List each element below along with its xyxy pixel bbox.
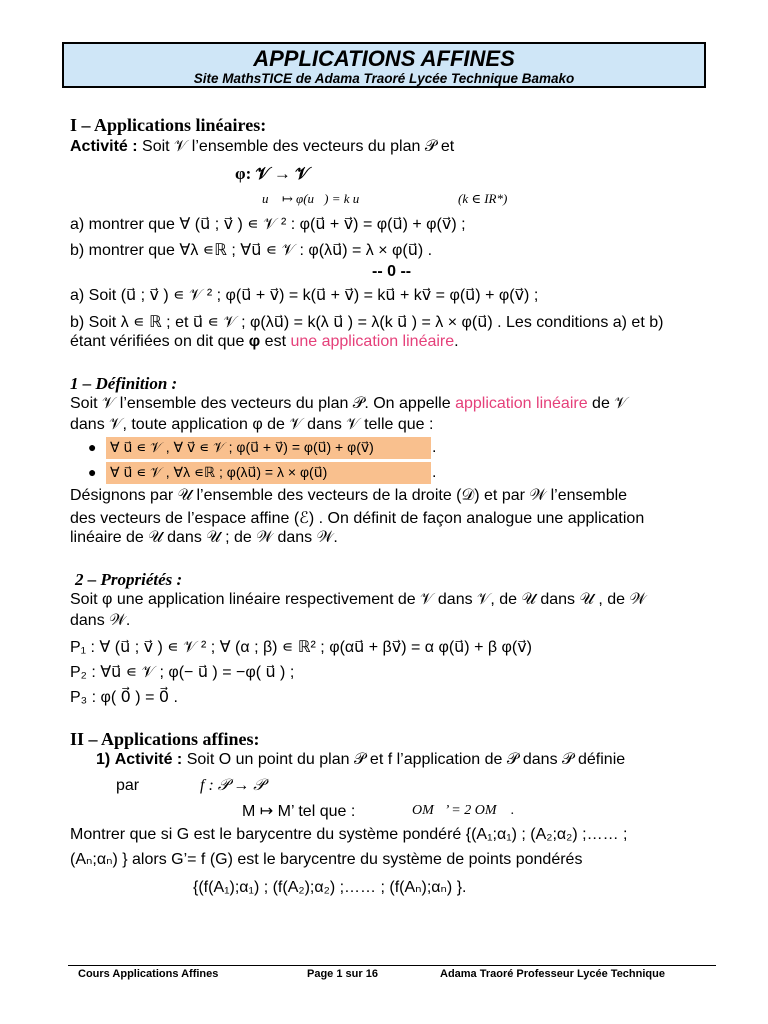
properties-line1: Soit φ une application linéaire respectivement de 𝒱 dans 𝒱, de 𝒰 dans 𝒰 , de 𝒲 — [70, 591, 647, 608]
answer-c-phi: φ — [248, 333, 261, 350]
definition-line2: dans 𝒱, toute application φ de 𝒱 dans 𝒱 telle que : — [70, 416, 434, 433]
f-equation: OM⃗’ = 2 OM⃗ . — [412, 803, 515, 818]
definition-line1 — [70, 395, 628, 413]
definition-term: application linéaire — [455, 395, 588, 412]
linear-map-term: une application linéaire — [290, 333, 455, 350]
properties-title: 2 – Propriétés : — [75, 570, 183, 589]
footer-course: Cours Applications Affines — [78, 968, 219, 980]
barycentre-line2: (Aₙ;αₙ) } alors G’= f (G) est le barycentre du système de points pondérés — [70, 851, 583, 868]
property-p1: P₁ : ∀ (u⃗ ; v⃗ ) ∊ 𝒱 ² ; ∀ (α ; β) ∊ ℝ² ; φ(αu⃗ + βv⃗) = α φ(u⃗) + β φ(v⃗) — [70, 639, 533, 656]
barycentre-line1: Montrer que si G est le barycentre du système pondéré {(A₁;α₁) ; (A₂;α₂) ;…… ; — [70, 826, 628, 843]
phi-condition: (k ∈ IR*) — [458, 191, 508, 206]
answer-c-mid: est — [260, 333, 291, 350]
activity2-text: Soit O un point du plan 𝒫 et f l’application de 𝒫 dans 𝒫 définie — [182, 751, 626, 768]
activity2-number: 1) — [96, 751, 111, 768]
bullet-dot: ● — [88, 439, 97, 455]
definition-line4: des vecteurs de l’espace affine (ℰ) . On définit de façon analogue une application — [70, 510, 645, 527]
footer-page: Page 1 sur 16 — [307, 968, 378, 980]
activity2-label: Activité : — [114, 751, 183, 768]
phi-mapping: u⃗ ↦ φ(u⃗) = k u⃗ — [262, 191, 370, 206]
definition-bullet1-dot: . — [432, 439, 437, 456]
definition-line3: Désignons par 𝒰 l’ensemble des vecteurs de la droite (𝒟) et par 𝒲 l’ensemble — [70, 487, 628, 504]
activity-text: Soit 𝒱 l’ensemble des vecteurs du plan 𝒫 et — [137, 138, 455, 155]
f-mapping: M ↦ M’ tel que : — [242, 803, 356, 820]
question-a: a) montrer que ∀ (u⃗ ; v⃗ ) ∊ 𝒱 ² : φ(u⃗ + v⃗) = φ(u⃗) + φ(v⃗) ; — [70, 216, 466, 233]
activity-label: Activité : — [70, 138, 138, 155]
activity-line — [70, 138, 454, 156]
definition-bullet2-dot: . — [432, 464, 437, 481]
definition-bullet1: ∀ u⃗ ∊ 𝒱 , ∀ v⃗ ∊ 𝒱 ; φ(u⃗ + v⃗) = φ(u⃗) + φ(v⃗) — [110, 439, 374, 455]
question-b: b) montrer que ∀λ ∊ℝ ; ∀u⃗ ∊ 𝒱 : φ(λu⃗) = λ × φ(u⃗) . — [70, 242, 433, 259]
answer-a: a) Soit (u⃗ ; v⃗ ) ∊ 𝒱 ² ; φ(u⃗ + v⃗) = k(u⃗ + v⃗) = ku⃗ + kv⃗ = φ(u⃗) + φ(v⃗) ; — [70, 287, 539, 304]
separator: -- 0 -- — [372, 263, 412, 280]
answer-c-end: . — [454, 333, 459, 350]
answer-c — [70, 333, 459, 351]
answer-c-pre: étant vérifiées on dit que — [70, 333, 249, 350]
property-p3: P₃ : φ( 0⃗ ) = 0⃗ . — [70, 689, 178, 706]
title-box — [62, 42, 706, 88]
f-definition: f : 𝒫 → 𝒫 — [200, 777, 265, 794]
footer-author: Adama Traoré Professeur Lycée Technique — [440, 968, 665, 980]
definition-line5: linéaire de 𝒰 dans 𝒰 ; de 𝒲 dans 𝒲. — [70, 529, 338, 546]
properties-line2: dans 𝒲. — [70, 612, 131, 629]
property-p2: P₂ : ∀u⃗ ∊ 𝒱 ; φ(− u⃗ ) = −φ( u⃗ ) ; — [70, 664, 295, 681]
answer-b: b) Soit λ ∊ ℝ ; et u⃗ ∊ 𝒱 ; φ(λu⃗) = k(λ u⃗ ) = λ(k u⃗ ) = λ × φ(u⃗) . Les conditions a) et b) — [70, 314, 664, 331]
definition-title: 1 – Définition : — [70, 374, 178, 393]
page-subtitle: Site MathsTICE de Adama Traoré Lycée Technique Bamako — [193, 71, 575, 86]
definition-line1-pre: Soit 𝒱 l’ensemble des vecteurs du plan 𝒫. On appelle — [70, 395, 456, 412]
bullet-dot: ● — [88, 464, 97, 480]
par-word: par — [116, 777, 140, 794]
phi-definition: φ: 𝒱 → 𝒱 — [235, 164, 310, 183]
definition-line1-post: de 𝒱 — [587, 395, 628, 412]
page-title: APPLICATIONS AFFINES — [253, 46, 515, 71]
definition-bullet2: ∀ u⃗ ∊ 𝒱 , ∀λ ∊ℝ ; φ(λu⃗) = λ × φ(u⃗) — [110, 464, 328, 480]
footer-rule — [68, 965, 716, 966]
activity2-line — [96, 751, 625, 769]
section1-title: I – Applications linéaires: — [70, 115, 267, 135]
barycentre-line3: {(f(A₁);α₁) ; (f(A₂);α₂) ;…… ; (f(Aₙ);αₙ) }. — [193, 879, 467, 896]
section2-title: II – Applications affines: — [70, 729, 260, 749]
